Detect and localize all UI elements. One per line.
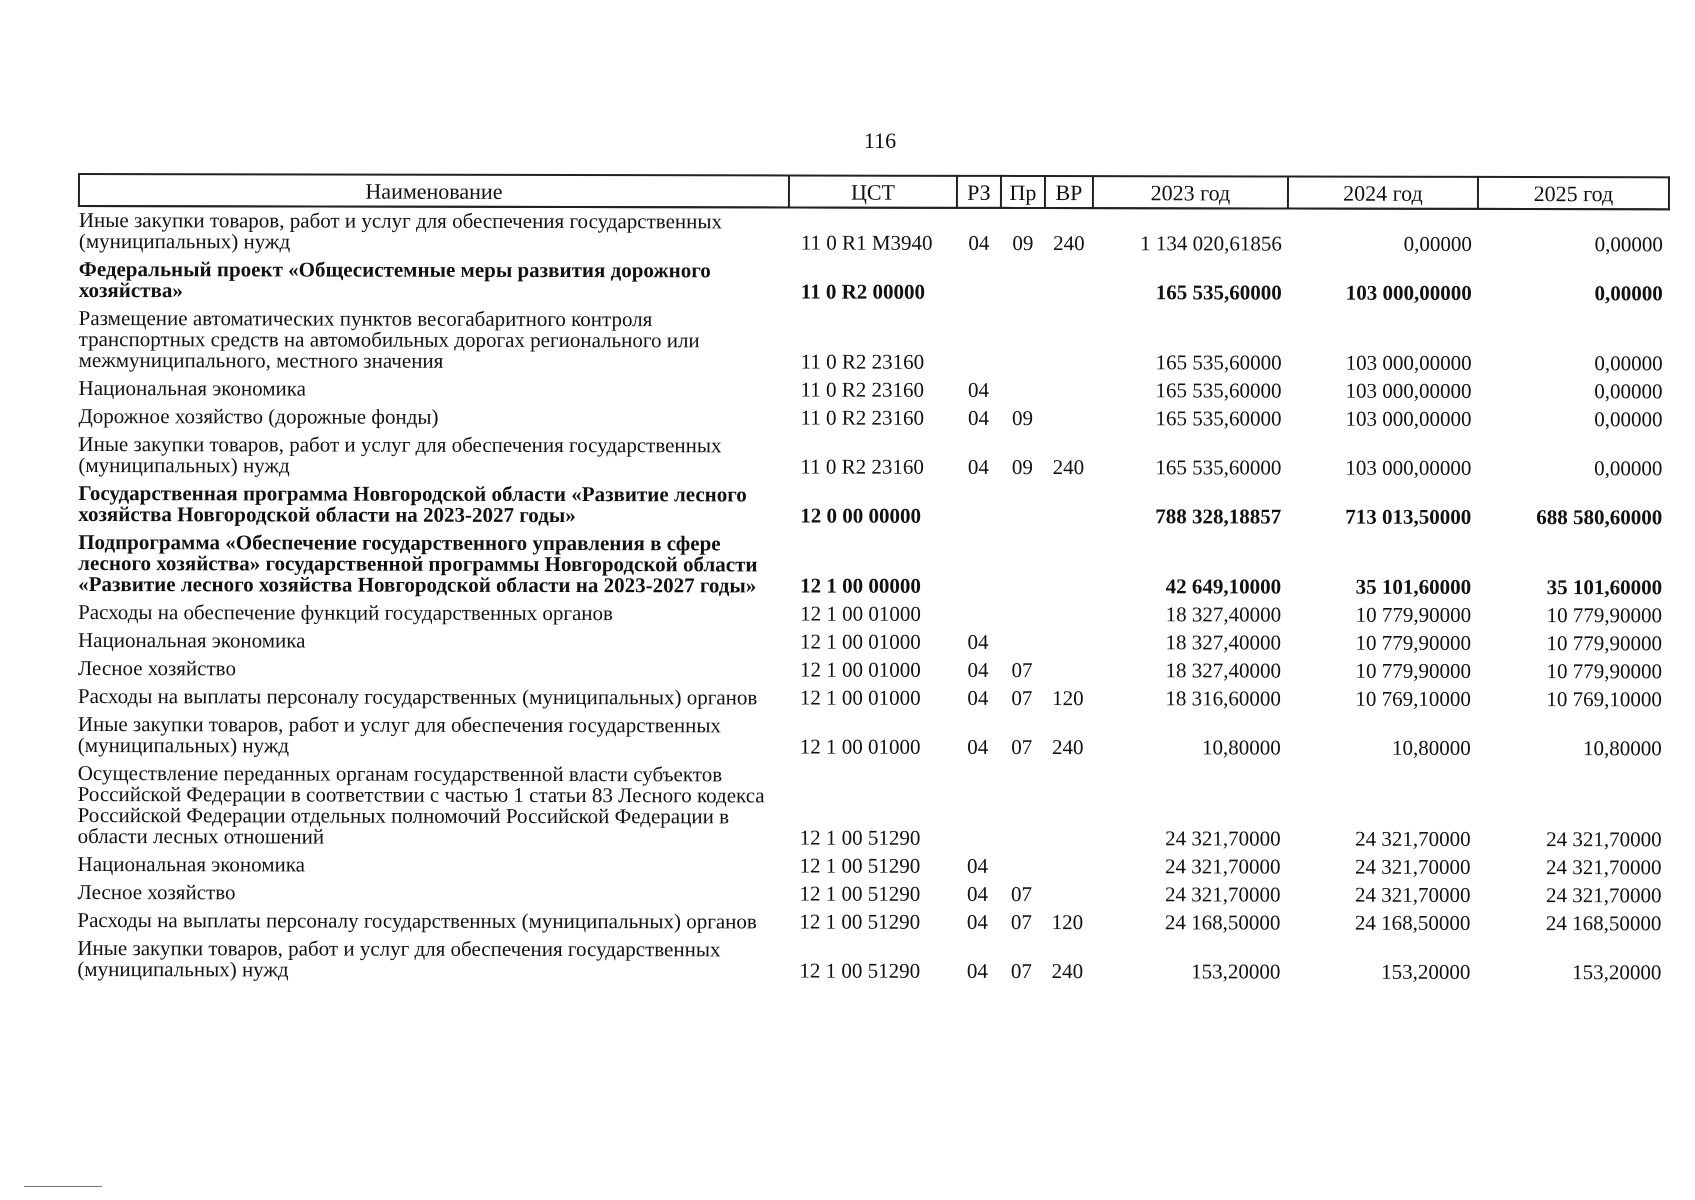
table-row <box>78 529 1668 602</box>
row-value-2025: 0,00000 <box>1594 351 1663 376</box>
header-rz: РЗ <box>957 176 1001 208</box>
table-body <box>77 206 1669 987</box>
row-cst: 12 1 00 01000 <box>799 657 921 682</box>
table-row <box>78 480 1668 532</box>
row-pr <box>1000 531 1044 601</box>
row-value-2023: 788 328,18857 <box>1155 504 1282 529</box>
row-vr: 240 <box>1052 735 1084 760</box>
header-2024: 2024 год <box>1288 177 1478 209</box>
row-cst: 12 0 00 00000 <box>800 503 922 528</box>
row-rz: 04 <box>967 853 989 878</box>
row-name: Подпрограмма «Обеспечение государственного управления в сфере лесного хозяйства» государственной программы Новгородской области «Развитие лесного хозяйства Новгородской области на 2023-2027 годы» <box>78 530 758 598</box>
row-name: Иные закупки товаров, работ и услуг для обеспечения государственных (муниципальных) нужд <box>77 712 721 758</box>
row-rz: 04 <box>968 377 990 402</box>
row-name: Расходы на выплаты персоналу государственных (муниципальных) органов <box>77 684 758 710</box>
table-row <box>78 655 1668 686</box>
row-value-2025: 35 101,60000 <box>1546 575 1663 600</box>
row-vr <box>1044 531 1092 601</box>
row-vr <box>1044 601 1092 629</box>
row-value-2025: 10 779,90000 <box>1546 603 1663 628</box>
row-name: Государственная программа Новгородской области «Развитие лесного хозяйства Новгородской области на 2023-2027 годы» <box>78 481 747 528</box>
row-value-2023: 153,20000 <box>1191 959 1281 984</box>
row-name: Расходы на выплаты персоналу государственных (муниципальных) органов <box>77 908 757 934</box>
row-name: Иные закупки товаров, работ и услуг для обеспечения государственных (муниципальных) нужд <box>77 936 721 982</box>
row-value-2024: 10,80000 <box>1392 735 1471 760</box>
table-header-row <box>79 174 1669 209</box>
row-value-2023: 1 134 020,61856 <box>1140 231 1282 256</box>
row-pr <box>1000 762 1044 853</box>
row-rz <box>957 258 1001 307</box>
row-pr <box>1001 258 1045 307</box>
row-cst: 12 1 00 51290 <box>799 881 921 906</box>
row-pr: 09 <box>1011 405 1034 431</box>
page-number: 116 <box>863 128 897 153</box>
row-value-2024: 10 769,10000 <box>1355 686 1471 711</box>
header-pr: Пр <box>1001 176 1045 208</box>
row-value-2024: 24 168,50000 <box>1354 910 1471 935</box>
row-vr: 240 <box>1051 959 1084 984</box>
table-row <box>78 760 1668 854</box>
row-value-2025: 10 769,10000 <box>1546 687 1662 712</box>
row-pr: 07 <box>1011 685 1033 710</box>
row-pr: 09 <box>1011 454 1033 480</box>
row-rz: 04 <box>967 685 989 710</box>
row-pr <box>1001 377 1045 405</box>
table-row <box>79 206 1669 259</box>
row-value-2023: 165 535,60000 <box>1155 350 1282 375</box>
row-value-2023: 165 535,60000 <box>1155 455 1282 480</box>
row-pr: 07 <box>1010 881 1033 906</box>
row-vr <box>1044 629 1092 657</box>
row-cst: 11 0 R2 23160 <box>800 349 925 374</box>
row-name: Национальная экономика <box>77 852 306 877</box>
row-value-2024: 713 013,50000 <box>1345 504 1472 529</box>
row-cst: 12 1 00 01000 <box>799 685 921 710</box>
row-value-2025: 0,00000 <box>1594 379 1663 404</box>
row-rz: 04 <box>966 881 989 906</box>
header-2025: 2025 год <box>1478 177 1669 209</box>
row-value-2025: 153,20000 <box>1572 960 1662 985</box>
row-name: Федеральный проект «Общесистемные меры развития дорожного хозяйства» <box>78 257 711 303</box>
row-value-2023: 24 321,70000 <box>1164 882 1281 907</box>
row-vr: 240 <box>1053 231 1085 256</box>
row-name: Иные закупки товаров, работ и услуг для обеспечения государственных (муниципальных) нужд <box>78 208 723 254</box>
row-name: Лесное хозяйство <box>77 656 236 681</box>
header-2023: 2023 год <box>1093 176 1288 208</box>
row-value-2025: 10 779,90000 <box>1546 659 1662 684</box>
row-value-2023: 165 535,60000 <box>1155 406 1282 431</box>
table-row <box>78 683 1668 714</box>
row-value-2025: 0,00000 <box>1594 407 1663 432</box>
row-value-2023: 24 321,70000 <box>1165 826 1281 851</box>
row-pr <box>1000 601 1044 629</box>
row-vr <box>1044 405 1092 433</box>
row-rz: 04 <box>967 734 989 759</box>
row-cst: 12 1 00 51290 <box>799 825 921 850</box>
row-value-2024: 10 779,90000 <box>1355 658 1471 683</box>
row-name: Иные закупки товаров, работ и услуг для обеспечения государственных (муниципальных) нужд <box>78 432 722 478</box>
row-value-2024: 103 000,00000 <box>1345 406 1472 431</box>
row-value-2023: 42 649,10000 <box>1165 574 1282 599</box>
row-vr <box>1044 853 1092 881</box>
row-pr: 07 <box>1010 958 1032 983</box>
row-rz: 04 <box>967 629 989 654</box>
row-value-2025: 0,00000 <box>1594 456 1663 481</box>
row-rz: 04 <box>967 405 990 430</box>
row-rz: 04 <box>967 657 989 682</box>
table-row <box>79 256 1669 308</box>
row-rz: 04 <box>966 958 988 983</box>
row-value-2025: 24 321,70000 <box>1546 855 1662 880</box>
row-vr <box>1045 307 1093 377</box>
row-cst: 11 0 R2 23160 <box>800 454 924 479</box>
row-cst: 12 1 00 51290 <box>799 958 921 983</box>
table-row <box>79 375 1669 406</box>
row-vr: 120 <box>1051 910 1084 935</box>
row-rz <box>956 531 1000 601</box>
row-value-2023: 18 327,40000 <box>1165 602 1282 627</box>
row-pr <box>1000 629 1044 657</box>
row-cst: 12 1 00 01000 <box>799 629 921 654</box>
budget-table <box>76 173 1670 987</box>
row-value-2023: 18 327,40000 <box>1165 658 1281 683</box>
row-cst: 12 1 00 01000 <box>800 601 921 626</box>
row-value-2025: 10 779,90000 <box>1546 631 1663 656</box>
header-vr: ВР <box>1045 176 1093 208</box>
row-vr <box>1045 377 1093 405</box>
row-value-2025: 10,80000 <box>1583 736 1662 761</box>
row-value-2024: 103 000,00000 <box>1345 280 1472 305</box>
row-pr: 07 <box>1010 909 1032 934</box>
row-name: Осуществление переданных органам государственной власти субъектов Российской Федерации в соответствии с частью 1 статьи 83 Лесного кодекса Российской Федерации отдельных полномочий Российской Федерации в области лесных отношений <box>77 761 765 849</box>
row-value-2023: 24 321,70000 <box>1165 854 1281 879</box>
row-cst: 12 1 00 51290 <box>799 909 921 934</box>
row-rz: 04 <box>966 909 988 934</box>
row-pr: 07 <box>1011 657 1033 683</box>
row-value-2024: 103 000,00000 <box>1345 350 1472 375</box>
row-rz <box>956 762 1000 853</box>
row-pr <box>1000 853 1044 881</box>
row-value-2023: 165 535,60000 <box>1155 280 1282 305</box>
row-vr <box>1045 258 1093 307</box>
row-value-2023: 18 316,60000 <box>1165 686 1281 711</box>
row-cst: 11 0 R2 00000 <box>800 279 926 304</box>
table-row <box>77 907 1667 938</box>
row-pr: 09 <box>1012 230 1034 256</box>
header-name: Наименование <box>79 174 789 207</box>
row-pr <box>1001 307 1045 377</box>
row-rz <box>956 482 1000 531</box>
row-value-2023: 165 535,60000 <box>1155 378 1282 403</box>
row-value-2024: 24 321,70000 <box>1355 854 1471 879</box>
table-row <box>77 879 1667 910</box>
row-name: Национальная экономика <box>78 376 307 401</box>
row-vr <box>1044 657 1092 685</box>
row-value-2025: 24 321,70000 <box>1546 827 1662 852</box>
row-cst: 12 1 00 51290 <box>799 853 921 878</box>
row-rz <box>956 601 1000 629</box>
row-vr <box>1044 762 1092 853</box>
table-row <box>78 431 1668 483</box>
row-cst: 11 0 R1 М3940 <box>800 230 933 255</box>
table-row <box>78 851 1668 882</box>
row-value-2024: 10 779,90000 <box>1355 630 1472 655</box>
table-row <box>78 711 1668 763</box>
row-name: Дорожное хозяйство (дорожные фонды) <box>78 404 439 429</box>
row-name: Расходы на обеспечение функций государственных органов <box>78 600 614 626</box>
table-row <box>77 935 1667 987</box>
row-vr: 120 <box>1052 686 1084 711</box>
row-value-2023: 24 168,50000 <box>1164 910 1281 935</box>
row-pr: 07 <box>1011 734 1033 759</box>
table-row <box>78 599 1668 630</box>
row-value-2025: 24 321,70000 <box>1545 883 1662 908</box>
row-vr: 240 <box>1052 455 1085 480</box>
table-row <box>79 305 1669 378</box>
table-row <box>78 627 1668 658</box>
row-name: Размещение автоматических пунктов весогабаритного контроля транспортных средств на автомобильных дорогах регионального или межмуниципального, местного значения <box>78 306 700 373</box>
row-value-2023: 18 327,40000 <box>1165 630 1282 655</box>
row-cst: 11 0 R2 23160 <box>800 377 925 402</box>
row-value-2024: 0,00000 <box>1403 231 1472 256</box>
row-cst: 12 1 00 01000 <box>799 734 921 759</box>
row-rz: 04 <box>967 454 989 479</box>
row-value-2024: 153,20000 <box>1381 959 1471 984</box>
row-value-2024: 10 779,90000 <box>1355 602 1472 627</box>
row-cst: 11 0 R2 23160 <box>800 405 924 430</box>
row-value-2024: 24 321,70000 <box>1355 826 1471 851</box>
header-cst: ЦСТ <box>789 175 957 207</box>
row-rz <box>957 307 1001 377</box>
row-value-2025: 0,00000 <box>1594 232 1663 257</box>
row-vr <box>1043 881 1091 909</box>
row-value-2024: 103 000,00000 <box>1345 378 1472 403</box>
row-value-2023: 10,80000 <box>1202 735 1281 760</box>
footer-rule <box>24 1186 102 1187</box>
table-row <box>78 403 1668 434</box>
row-name: Национальная экономика <box>77 628 306 653</box>
row-value-2024: 35 101,60000 <box>1355 574 1472 599</box>
row-value-2025: 0,00000 <box>1594 281 1663 306</box>
row-value-2025: 688 580,60000 <box>1536 505 1663 530</box>
row-value-2024: 103 000,00000 <box>1345 455 1472 480</box>
row-cst: 12 1 00 00000 <box>800 573 921 598</box>
row-name: Лесное хозяйство <box>77 880 236 905</box>
row-vr <box>1044 482 1092 531</box>
row-value-2025: 24 168,50000 <box>1545 911 1662 936</box>
row-value-2024: 24 321,70000 <box>1354 882 1471 907</box>
row-rz: 04 <box>968 230 990 255</box>
row-pr <box>1000 482 1044 531</box>
